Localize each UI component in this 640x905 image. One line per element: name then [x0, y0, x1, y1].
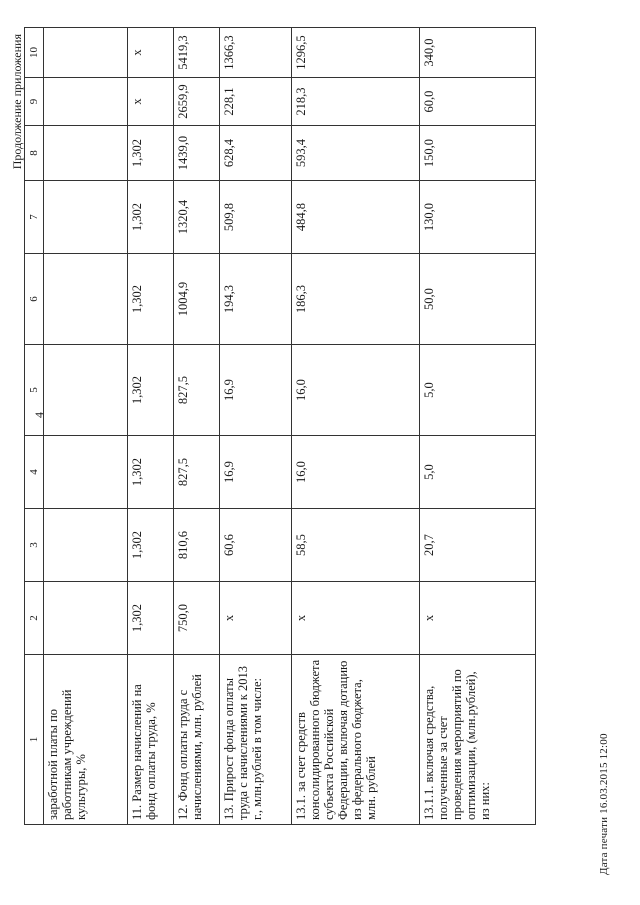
table-cell: 20,7: [420, 509, 536, 582]
table-cell: [44, 345, 128, 436]
table-cell: 340,0: [420, 28, 536, 78]
table-cell: [44, 126, 128, 181]
table-cell: 827,5: [174, 345, 220, 436]
data-table: [24, 27, 536, 825]
table-cell: 1,302: [128, 126, 174, 181]
table-row: [292, 28, 420, 825]
table-cell: 130,0: [420, 181, 536, 254]
table-cell: 5,0: [420, 436, 536, 509]
table-cell: 218,3: [292, 78, 420, 126]
column-number: 2: [25, 582, 44, 655]
table-cell: 16,0: [292, 436, 420, 509]
table-cell: [44, 254, 128, 345]
row-label: 13.1. за счет средств консолидированного бюджета субъекта Российской Федерации, включая дотацию из федерального бюджета, млн. рублей: [292, 655, 420, 825]
table-row: [44, 28, 128, 825]
table-cell: 1,302: [128, 181, 174, 254]
column-number: 4: [25, 436, 44, 509]
table-row: [174, 28, 220, 825]
column-number: 8: [25, 126, 44, 181]
table-cell: х: [128, 28, 174, 78]
table-cell: 16,9: [220, 436, 292, 509]
table-cell: 827,5: [174, 436, 220, 509]
row-label: 11. Размер начислений на фонд оплаты труда, %: [128, 655, 174, 825]
table-cell: 5419,3: [174, 28, 220, 78]
table-cell: 60,6: [220, 509, 292, 582]
table-cell: 1439,0: [174, 126, 220, 181]
row-label: 13.1.1. включая средства, полученные за счет проведения мероприятий по оптимизации, (млн.рублей), из них:: [420, 655, 536, 825]
column-number: 6: [25, 254, 44, 345]
print-date: Дата печати 16.03.2015 12:00: [598, 733, 610, 875]
column-number: 3: [25, 509, 44, 582]
table-cell: х: [220, 582, 292, 655]
table-cell: 1320,4: [174, 181, 220, 254]
table-cell: 1,302: [128, 254, 174, 345]
table-cell: 1,302: [128, 582, 174, 655]
column-number: 9: [25, 78, 44, 126]
table-cell: 509,8: [220, 181, 292, 254]
table-cell: 1,302: [128, 345, 174, 436]
table-row: [128, 28, 174, 825]
table-row: [220, 28, 292, 825]
table-cell: 1,302: [128, 509, 174, 582]
table-cell: [44, 78, 128, 126]
row-label: 13. Прирост фонда оплаты труда с начислениями к 2013 г., млн.рублей в том числе:: [220, 655, 292, 825]
table-cell: 2659,9: [174, 78, 220, 126]
table-cell: [44, 582, 128, 655]
table-cell: 1366,3: [220, 28, 292, 78]
table-cell: 810,6: [174, 509, 220, 582]
continuation-note: Продолжение приложения: [10, 34, 24, 170]
table-cell: 1,302: [128, 436, 174, 509]
column-number: 7: [25, 181, 44, 254]
table-cell: [44, 436, 128, 509]
table-cell: 5,0: [420, 345, 536, 436]
row-label: 12. Фонд оплаты труда с начислениями, млн. рублей: [174, 655, 220, 825]
table-cell: х: [292, 582, 420, 655]
table-cell: [44, 28, 128, 78]
table-cell: х: [420, 582, 536, 655]
table-cell: 58,5: [292, 509, 420, 582]
table-cell: 150,0: [420, 126, 536, 181]
row-label: заработной платы по работникам учреждений культуры, %: [44, 655, 128, 825]
table-cell: 186,3: [292, 254, 420, 345]
page-number: 4: [32, 412, 46, 418]
table-row: [420, 28, 536, 825]
table-cell: 750,0: [174, 582, 220, 655]
table-cell: [44, 181, 128, 254]
column-number: 1: [25, 655, 44, 825]
table-cell: х: [128, 78, 174, 126]
table-cell: 1296,5: [292, 28, 420, 78]
table-cell: 228,1: [220, 78, 292, 126]
table-cell: 484,8: [292, 181, 420, 254]
table-cell: 16,9: [220, 345, 292, 436]
column-number: 10: [25, 28, 44, 78]
table-cell: 1004,9: [174, 254, 220, 345]
table-cell: [44, 509, 128, 582]
column-number: 5: [25, 345, 44, 436]
table-cell: 60,0: [420, 78, 536, 126]
table-cell: 628,4: [220, 126, 292, 181]
table-cell: 50,0: [420, 254, 536, 345]
table-cell: 593,4: [292, 126, 420, 181]
column-number-row: [25, 28, 44, 825]
table-cell: 16,0: [292, 345, 420, 436]
table-cell: 194,3: [220, 254, 292, 345]
